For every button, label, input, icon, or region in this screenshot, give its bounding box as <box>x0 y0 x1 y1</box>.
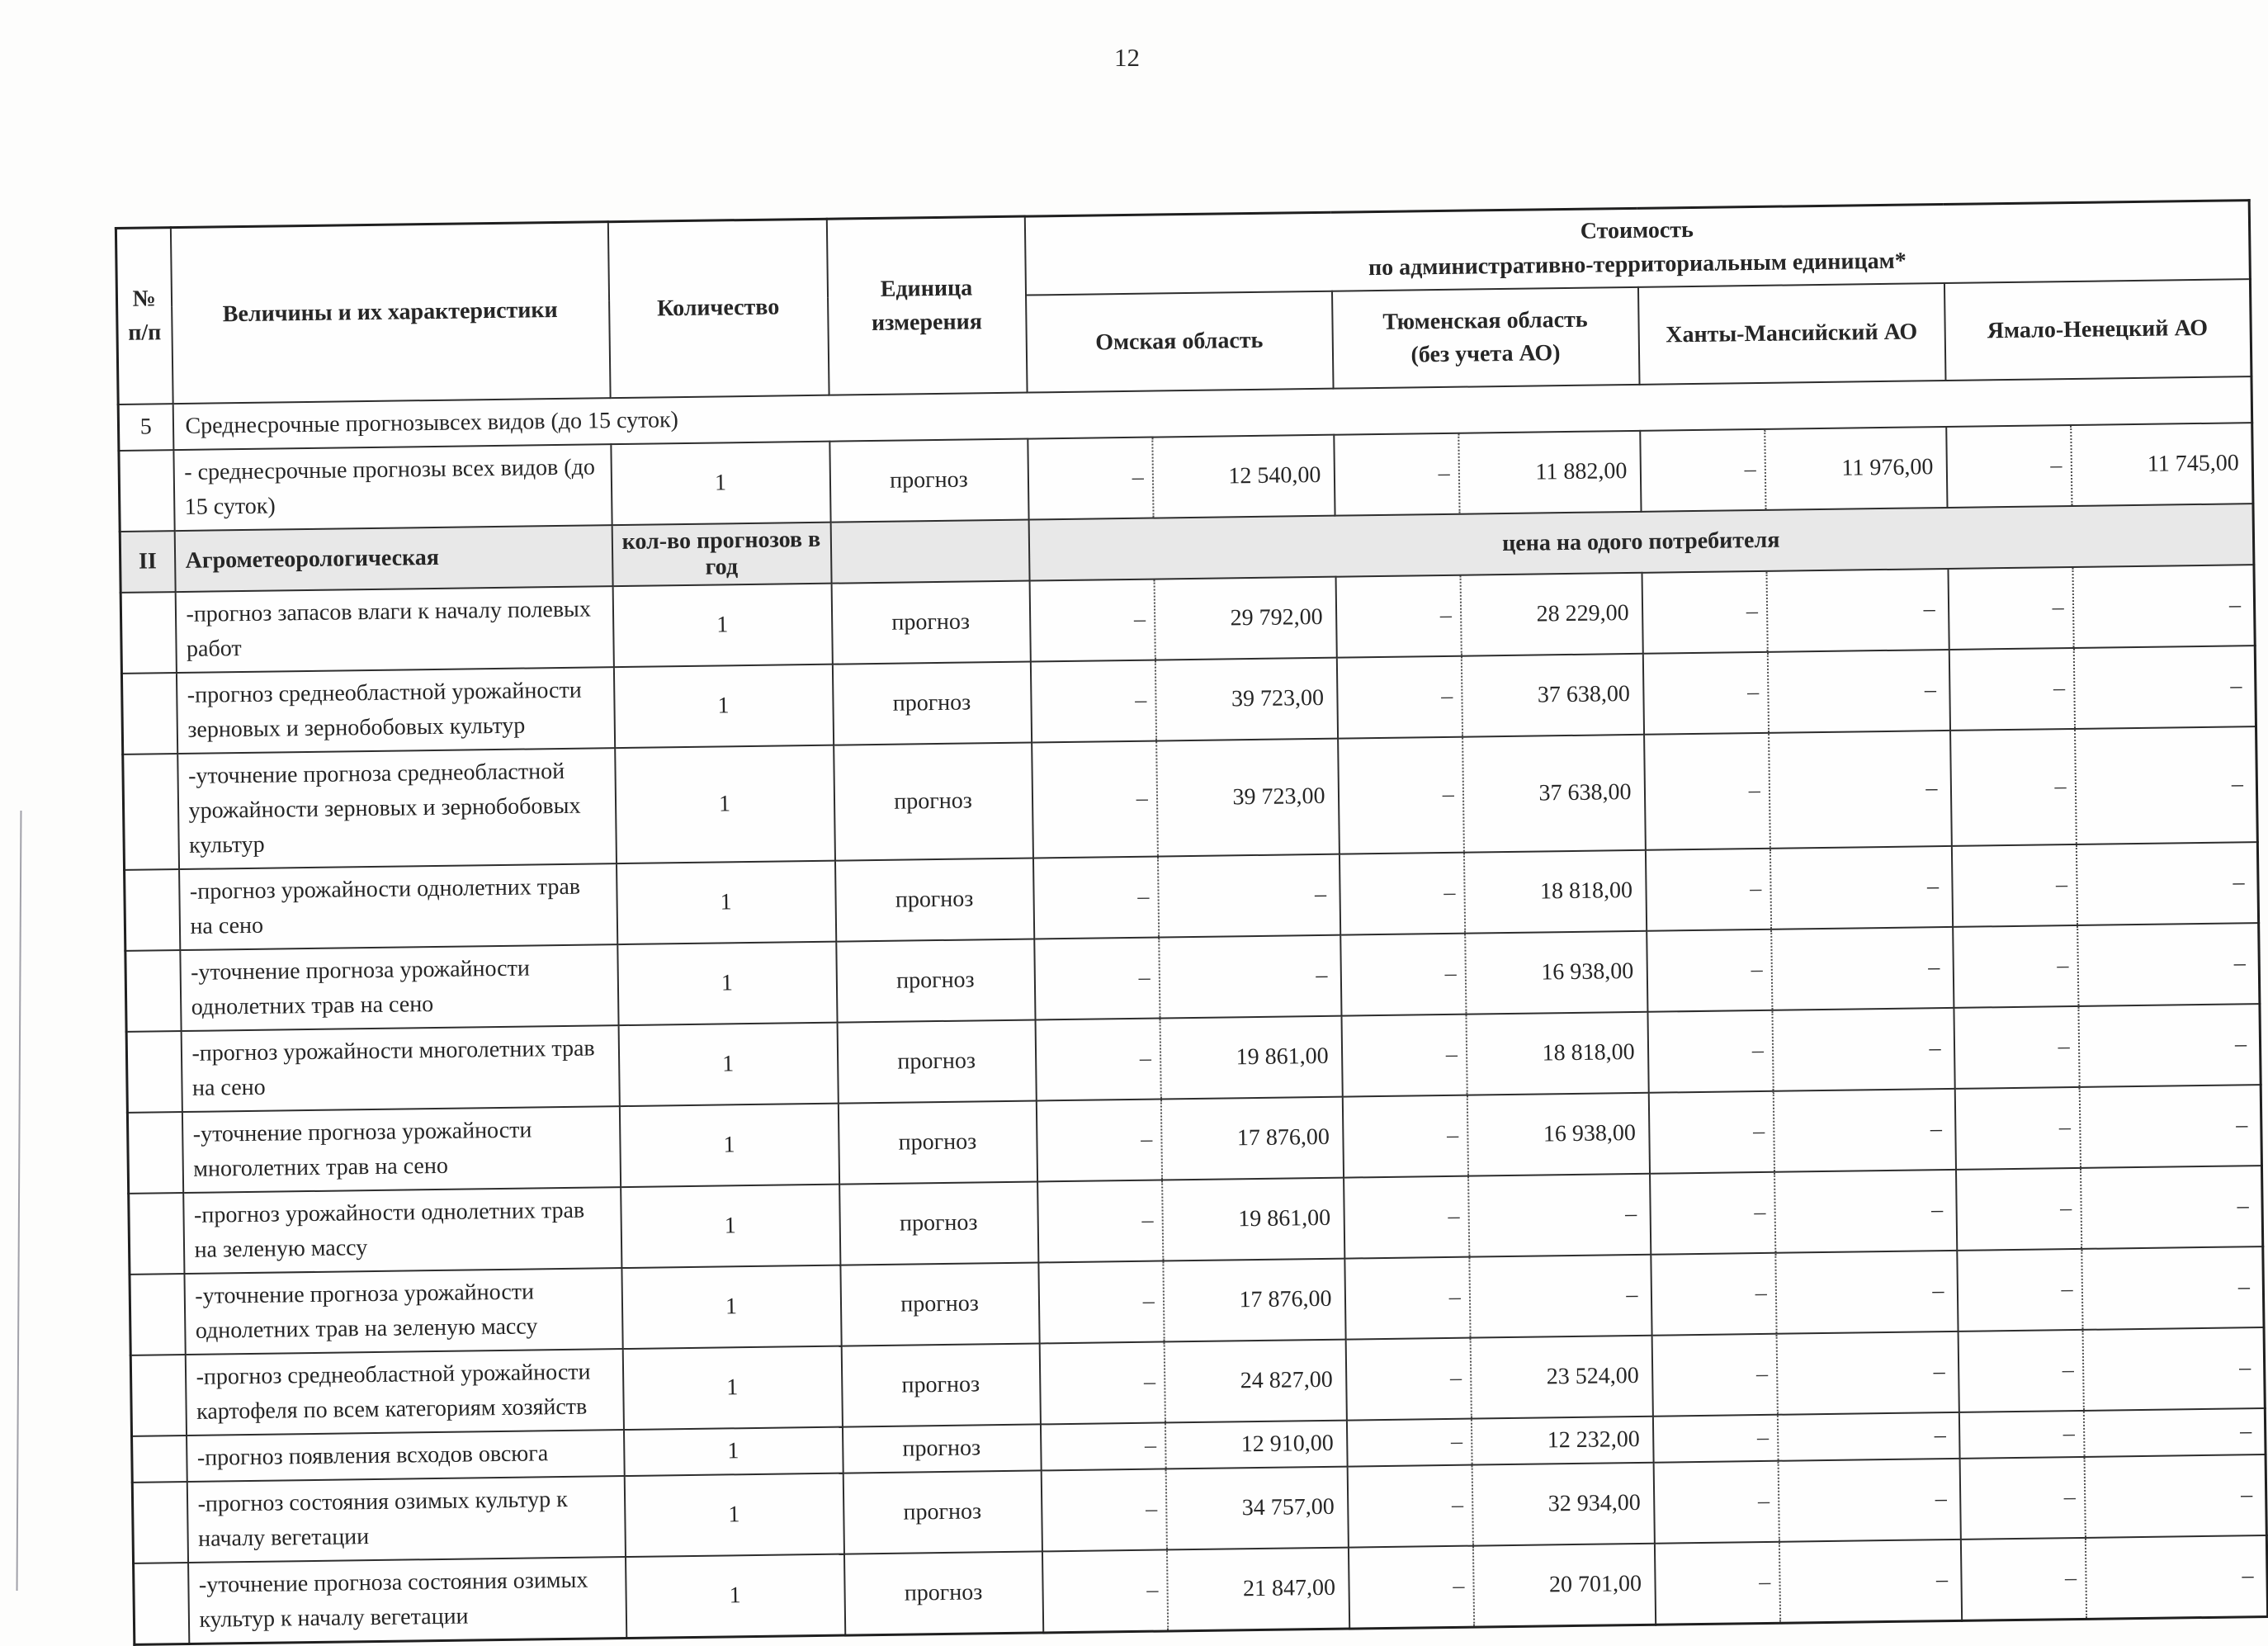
row-qty: 1 <box>622 1346 842 1430</box>
dash-mark: – <box>1955 1088 2081 1169</box>
header-region-omsk: Омская область <box>1026 291 1334 393</box>
price-value: 11 745,00 <box>2147 450 2240 477</box>
price-value: 18 818,00 <box>1539 877 1633 905</box>
row-qty: 1 <box>619 1104 839 1187</box>
price-cell-yamal <box>1955 1166 2262 1251</box>
price-cell-yamal <box>1954 1004 2261 1089</box>
price-value: 37 638,00 <box>1538 779 1632 806</box>
dash-mark: – <box>1335 434 1461 515</box>
dash-mark: – <box>1038 1181 1165 1262</box>
row-label: -прогноз урожайности однолетних трав на сено <box>179 863 617 950</box>
price-cell-tyumen <box>1346 1417 1653 1467</box>
price-value: – <box>1934 1422 1946 1449</box>
row-qty: 1 <box>626 1554 845 1639</box>
price-value: 29 792,00 <box>1230 604 1323 631</box>
price-cell-omsk <box>1029 577 1336 662</box>
price-cell-khanty <box>1645 846 1952 931</box>
dash-mark: – <box>1643 653 1770 734</box>
price-value: 12 910,00 <box>1240 1430 1334 1458</box>
row-label: -прогноз появления всходов овсюга <box>187 1430 625 1482</box>
price-value: – <box>2231 771 2244 797</box>
price-value: 39 723,00 <box>1231 685 1325 712</box>
section-2-unit-empty <box>830 520 1029 584</box>
price-cell-yamal <box>1946 423 2253 508</box>
row-label: -прогноз урожайности многолетних трав на сено <box>181 1025 619 1112</box>
dash-mark: – <box>1342 1015 1468 1096</box>
row-qty: 1 <box>621 1185 840 1268</box>
section-5-title: Среднесрочные прогнозывсех видов (до 15 суток) <box>172 376 2252 450</box>
price-value: 16 938,00 <box>1543 1120 1637 1147</box>
row-label: -уточнение прогноза урожайности однолетних трав на зеленую массу <box>184 1268 622 1355</box>
price-value: 16 938,00 <box>1541 958 1634 986</box>
header-name: Величины и их характеристики <box>170 222 610 404</box>
dash-mark: – <box>1041 1424 1166 1470</box>
price-value: – <box>2237 1193 2249 1219</box>
price-cell-yamal <box>1960 1535 2267 1620</box>
section-2-num: II <box>120 531 175 593</box>
price-value: – <box>1935 1486 1947 1512</box>
price-cell-tyumen <box>1347 1463 1654 1548</box>
price-value: – <box>1925 775 1938 802</box>
price-cell-khanty <box>1654 1540 1961 1625</box>
price-cell-khanty <box>1648 1089 1955 1174</box>
row-unit: прогноз <box>839 1182 1038 1265</box>
price-cell-omsk <box>1032 854 1340 939</box>
dash-mark: – <box>1042 1470 1168 1551</box>
dash-mark: – <box>1036 1019 1162 1100</box>
price-value: – <box>1624 1201 1637 1227</box>
price-cell-tyumen <box>1340 931 1647 1016</box>
price-value: – <box>2233 950 2246 977</box>
row-qty: 1 <box>621 1265 841 1349</box>
row-num-cell <box>134 1563 189 1644</box>
price-value: 12 540,00 <box>1228 462 1321 490</box>
price-value: 34 757,00 <box>1241 1493 1335 1521</box>
dash-mark: – <box>1655 1543 1781 1624</box>
row-label: -уточнение прогноза среднеобластной урожайности зерновых и зернобобовых культур <box>177 748 617 869</box>
header-region-yamal: Ямало-Ненецкий АО <box>1944 279 2251 381</box>
dash-mark: – <box>1336 576 1462 657</box>
section-2-name: Агрометеорологическая <box>174 525 612 592</box>
dash-mark: – <box>1339 738 1465 854</box>
price-value: – <box>2234 1031 2247 1057</box>
row-num-cell <box>127 1112 182 1194</box>
dash-mark: – <box>1959 1412 2085 1458</box>
section-2-qty: кол-во прогнозов в год <box>612 523 831 586</box>
row-label: -прогноз среднеобластной урожайности картофеля по всем категориям хозяйств <box>185 1349 623 1436</box>
price-value: 11 882,00 <box>1535 458 1628 485</box>
dash-mark: – <box>1651 1254 1778 1335</box>
price-value: – <box>1932 1278 1944 1304</box>
price-cell-tyumen <box>1338 735 1646 854</box>
price-value: 32 934,00 <box>1547 1490 1641 1517</box>
dash-mark: – <box>1957 1169 2082 1250</box>
dash-mark: – <box>1954 926 2079 1007</box>
row-qty: 1 <box>611 442 830 525</box>
dash-mark: – <box>1651 1173 1777 1254</box>
dash-mark: – <box>1951 730 2077 845</box>
price-value: – <box>1316 963 1328 989</box>
dash-mark: – <box>1961 1539 2086 1620</box>
dash-mark: – <box>1042 1551 1169 1632</box>
price-cell-yamal <box>1951 842 2258 927</box>
price-cell-tyumen <box>1348 1544 1655 1629</box>
dash-mark: – <box>1947 426 2072 507</box>
row-qty: 1 <box>618 1023 838 1106</box>
dash-mark: – <box>1654 1462 1780 1543</box>
price-cell-omsk <box>1038 1259 1345 1344</box>
price-cell-tyumen <box>1341 1012 1648 1097</box>
dash-mark: – <box>1344 1177 1471 1258</box>
price-cell-yamal <box>1953 923 2260 1008</box>
price-cell-yamal <box>1949 646 2256 731</box>
row-qty: 1 <box>624 1473 843 1557</box>
price-value: – <box>1626 1282 1638 1308</box>
price-cell-tyumen <box>1344 1174 1651 1259</box>
row-num-cell <box>129 1193 184 1275</box>
price-cell-omsk <box>1042 1548 1349 1633</box>
price-value: – <box>2230 673 2242 699</box>
price-value: 19 861,00 <box>1236 1043 1329 1071</box>
price-value: – <box>1924 677 1937 703</box>
header-qty: Количество <box>607 219 829 398</box>
dash-mark: – <box>1642 572 1769 653</box>
row-num-cell <box>121 673 177 754</box>
row-label: -уточнение прогноза урожайности однолетних трав на сено <box>180 944 618 1031</box>
row-label: -прогноз урожайности однолетних трав на зеленую массу <box>183 1187 621 1274</box>
dash-mark: – <box>1649 1092 1775 1173</box>
row-qty: 1 <box>617 942 837 1025</box>
dash-mark: – <box>1349 1547 1475 1628</box>
section-2-price-note: цена на одого потребителя <box>1028 504 2254 580</box>
price-value: 37 638,00 <box>1537 681 1631 708</box>
price-value: – <box>2236 1112 2248 1138</box>
price-value: 21 847,00 <box>1242 1574 1336 1602</box>
header-region-khanty: Ханты-Мансийский АО <box>1637 283 1945 385</box>
price-cell-omsk <box>1028 435 1335 520</box>
price-value: – <box>1926 873 1940 900</box>
price-cell-omsk <box>1032 739 1340 858</box>
dash-mark: – <box>1645 734 1771 849</box>
price-value: – <box>2239 1418 2252 1445</box>
dash-mark: – <box>1340 854 1466 934</box>
scan-edge-artifact <box>17 811 22 1591</box>
price-cell-tyumen <box>1345 1336 1652 1421</box>
dash-mark: – <box>1960 1458 2086 1539</box>
row-num-cell <box>119 450 174 532</box>
row-label: -уточнение прогноза состояния озимых культур к началу вегетации <box>188 1557 626 1644</box>
dash-mark: – <box>1646 849 1772 930</box>
price-value: – <box>1923 596 1935 622</box>
price-value: 28 229,00 <box>1536 600 1629 627</box>
row-num-cell <box>123 754 179 870</box>
row-unit: прогноз <box>836 939 1035 1023</box>
price-cell-yamal <box>1958 1327 2265 1412</box>
price-cell-omsk <box>1035 1016 1342 1101</box>
dash-mark: – <box>1031 661 1157 742</box>
price-cell-yamal <box>1948 565 2255 650</box>
dash-mark: – <box>1343 1096 1469 1177</box>
price-value: 20 701,00 <box>1548 1571 1642 1598</box>
dash-mark: – <box>1039 1262 1165 1343</box>
price-cell-khanty <box>1650 1170 1957 1255</box>
row-unit: прогноз <box>837 1020 1036 1104</box>
price-cell-omsk <box>1037 1178 1344 1263</box>
page-number: 12 <box>1114 43 1140 72</box>
dash-mark: – <box>1040 1343 1166 1424</box>
dash-mark: – <box>1033 858 1160 939</box>
dash-mark: – <box>1641 430 1767 511</box>
price-cell-khanty <box>1642 650 1949 735</box>
row-label: -прогноз среднеобластной урожайности зерновых и зернобобовых культур <box>176 667 614 754</box>
row-unit: прогноз <box>834 858 1033 942</box>
header-cost-group: Стоимость по административно-территориальным единицам* <box>1024 201 2250 296</box>
price-cell-khanty <box>1647 1008 1954 1093</box>
row-unit: прогноз <box>843 1552 1042 1636</box>
price-cell-omsk <box>1036 1097 1343 1182</box>
price-value: 11 976,00 <box>1841 454 1934 481</box>
price-value: – <box>1928 954 1940 981</box>
price-cell-yamal <box>1957 1246 2264 1331</box>
row-unit: прогноз <box>829 439 1028 523</box>
price-cell-omsk <box>1041 1467 1348 1552</box>
price-value: – <box>1935 1567 1949 1593</box>
price-value: – <box>2242 1563 2254 1589</box>
row-unit: прогноз <box>842 1425 1041 1473</box>
price-cell-khanty <box>1651 1251 1958 1336</box>
row-label: -уточнение прогноза урожайности многолетних трав на сено <box>182 1106 620 1193</box>
row-unit: прогноз <box>841 1344 1040 1427</box>
dash-mark: – <box>1652 1335 1779 1416</box>
price-value: – <box>2237 1274 2251 1300</box>
price-value: 17 876,00 <box>1236 1124 1330 1152</box>
price-cell-khanty <box>1647 927 1954 1012</box>
dash-mark: – <box>1345 1258 1472 1339</box>
row-num-cell <box>125 950 181 1032</box>
price-cell-tyumen <box>1334 431 1641 516</box>
price-value: – <box>1929 1035 1941 1062</box>
dash-mark: – <box>1949 568 2074 649</box>
price-value: – <box>2240 1482 2253 1508</box>
price-value: – <box>1314 882 1327 908</box>
row-num-cell <box>130 1274 185 1355</box>
row-unit: прогноз <box>834 743 1033 861</box>
price-cell-tyumen <box>1342 1093 1649 1178</box>
price-value: 39 723,00 <box>1232 783 1325 811</box>
row-unit: прогноз <box>832 662 1031 745</box>
header-num: № п/п <box>116 228 172 405</box>
dash-mark: – <box>1959 1331 2084 1412</box>
price-cell-omsk <box>1039 1340 1346 1425</box>
dash-mark: – <box>1346 1339 1472 1420</box>
price-value: 18 818,00 <box>1542 1039 1635 1067</box>
row-num-cell <box>120 592 176 674</box>
dash-mark: – <box>1653 1416 1779 1462</box>
price-cell-tyumen <box>1339 850 1646 935</box>
price-cell-khanty <box>1652 1412 1959 1463</box>
dash-mark: – <box>1949 649 2075 730</box>
price-cell-yamal <box>1959 1454 2266 1540</box>
price-value: – <box>2228 592 2242 618</box>
cost-table <box>115 199 2268 1646</box>
row-qty: 1 <box>612 584 832 667</box>
price-cell-tyumen <box>1336 654 1643 739</box>
dash-mark: – <box>1032 742 1159 858</box>
price-value: 12 232,00 <box>1547 1426 1640 1454</box>
dash-mark: – <box>1952 845 2077 926</box>
dash-mark: – <box>1035 939 1161 1019</box>
price-cell-omsk <box>1030 658 1337 743</box>
dash-mark: – <box>1348 1466 1474 1547</box>
price-cell-khanty <box>1640 427 1947 512</box>
dash-mark: – <box>1030 580 1156 661</box>
row-label: -прогноз состояния озимых культур к началу вегетации <box>187 1476 625 1563</box>
row-num-cell <box>126 1031 182 1113</box>
dash-mark: – <box>1954 1007 2080 1088</box>
dash-mark: – <box>1647 930 1774 1011</box>
price-cell-yamal <box>1959 1408 2266 1459</box>
price-cell-khanty <box>1642 569 1949 654</box>
row-num-cell <box>125 869 180 951</box>
row-unit: прогноз <box>840 1263 1039 1346</box>
dash-mark: – <box>1337 657 1463 738</box>
row-num-cell <box>130 1355 186 1436</box>
price-cell-yamal <box>1954 1085 2261 1170</box>
row-unit: прогноз <box>838 1101 1037 1185</box>
dash-mark: – <box>1028 438 1155 519</box>
row-label: -прогноз запасов влаги к началу полевых работ <box>175 586 613 673</box>
row-num-cell <box>132 1436 187 1483</box>
price-cell-omsk <box>1034 935 1341 1020</box>
row-qty: 1 <box>615 745 835 863</box>
header-region-tyumen: Тюменская область (без учета АО) <box>1332 287 1640 389</box>
price-cell-yamal <box>1950 726 2258 846</box>
price-value: – <box>1933 1359 1945 1385</box>
dash-mark: – <box>1347 1420 1472 1466</box>
price-value: – <box>2238 1355 2251 1381</box>
dash-mark: – <box>1648 1011 1774 1092</box>
section-5-num: 5 <box>118 404 173 451</box>
row-qty: 1 <box>613 665 833 748</box>
price-value: 19 861,00 <box>1238 1205 1331 1232</box>
cost-table-wrapper <box>115 199 2268 1646</box>
price-cell-omsk <box>1040 1421 1347 1471</box>
price-value: – <box>2233 869 2245 896</box>
dash-mark: – <box>1341 934 1467 1015</box>
price-value: 17 876,00 <box>1239 1286 1332 1313</box>
row-num-cell <box>132 1482 187 1563</box>
price-value: – <box>1930 1116 1943 1142</box>
header-unit: Единица измерения <box>826 216 1027 395</box>
dash-mark: – <box>1037 1100 1163 1181</box>
dash-mark: – <box>1958 1250 2083 1331</box>
price-cell-khanty <box>1653 1459 1960 1544</box>
row-qty: 1 <box>617 861 836 944</box>
price-cell-tyumen <box>1344 1255 1651 1340</box>
price-value: 24 827,00 <box>1240 1367 1333 1394</box>
price-cell-tyumen <box>1335 573 1642 658</box>
row-label: - среднесрочные прогнозы всех видов (до 15 суток) <box>173 444 612 531</box>
price-cell-khanty <box>1651 1331 1959 1417</box>
price-value: 23 524,00 <box>1546 1363 1639 1390</box>
row-unit: прогноз <box>843 1471 1042 1554</box>
price-value: – <box>1930 1197 1944 1223</box>
price-cell-khanty <box>1644 731 1952 850</box>
row-qty: 1 <box>623 1427 843 1476</box>
row-unit: прогноз <box>831 581 1030 665</box>
